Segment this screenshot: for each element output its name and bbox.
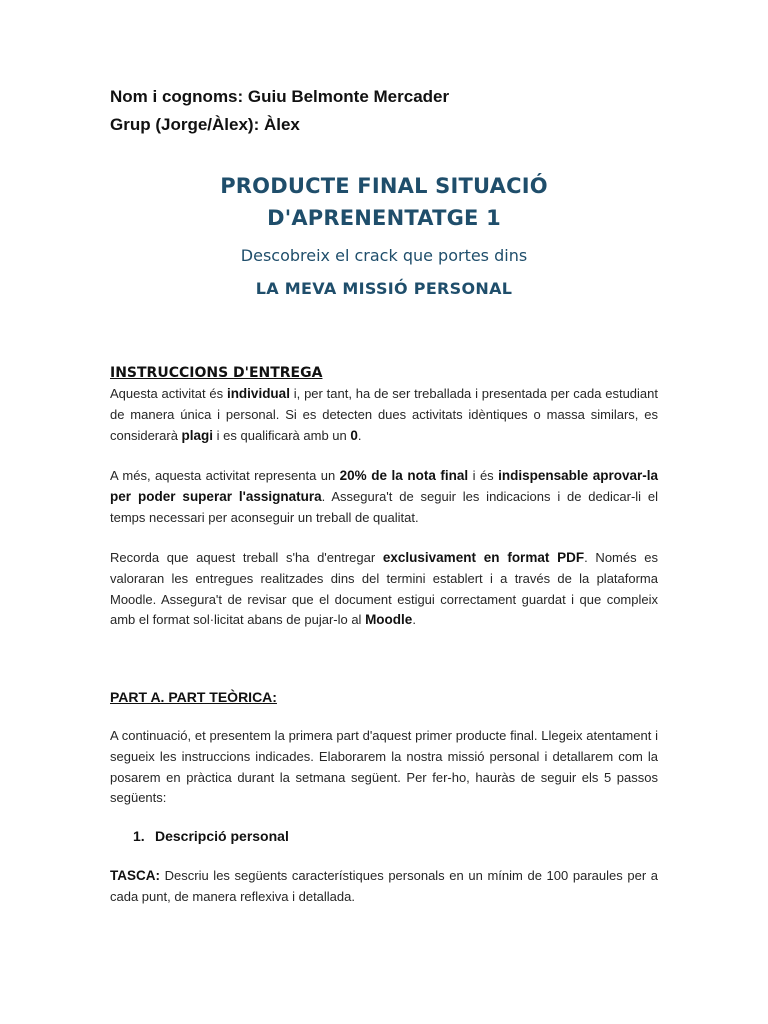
instructions-paragraph-2	[110, 466, 658, 528]
text-run: A més, aquesta activitat representa un	[110, 468, 340, 483]
bold-run: individual	[226, 386, 290, 401]
text-run: Aquesta activitat és	[110, 386, 227, 401]
task-label: TASCA:	[110, 868, 160, 883]
text-run: Recorda que aquest treball s'ha d'entregar	[110, 550, 383, 565]
bold-run: 0	[350, 427, 358, 443]
document-title-line-2: D'APRENENTATGE 1	[267, 206, 501, 230]
bold-run: 20% de la nota final	[339, 468, 469, 483]
part-a-heading: PART A. PART TEÒRICA:	[110, 689, 277, 705]
text-run: .	[412, 612, 416, 628]
bold-run: plagi	[181, 427, 214, 443]
text-run: i es qualificarà amb un	[213, 427, 351, 443]
numbered-item-1	[133, 828, 289, 844]
instructions-paragraph-3	[110, 548, 658, 631]
document-title-line-1: PRODUCTE FINAL SITUACIÓ	[220, 174, 548, 198]
group-line: Grup (Jorge/Àlex): Àlex	[110, 115, 300, 134]
list-item-label: Descripció personal	[155, 828, 289, 844]
instructions-heading: INSTRUCCIONS D'ENTREGA	[110, 365, 323, 381]
bold-run: indispensable aprovar-la per poder superar l'assignatura	[110, 468, 658, 504]
document-subtitle: Descobreix el crack que portes dins	[240, 246, 528, 265]
text-run: .	[357, 427, 362, 443]
mission-title: LA MEVA MISSIÓ PERSONAL	[255, 279, 513, 298]
task-text: Descriu les següents característiques personals en un mínim de 100 paraules per a cada punt, de manera reflexiva i detallada.	[110, 868, 658, 904]
text-run: . Només es valoraran les entregues realitzades dins del termini establert i a través de la plataforma Moodle. Assegura't de revisar que el document estigui correctament guardat i que compleix amb el format sol·licitat abans de pujar-lo al	[110, 550, 659, 628]
part-a-intro-paragraph: A continuació, et presentem la primera part d'aquest primer producte final. Llegeix atentament i segueix les instruccions indicades. Elaborarem la nostra missió personal i detallarem com la posarem en pràctica durant la setmana següent. Per fer-ho, hauràs de seguir els 5 passos següents:	[110, 728, 658, 806]
task-paragraph	[110, 866, 658, 908]
text-run: . Assegura't de seguir les indicacions i de dedicar-li el temps necessari per aconseguir un treball de qualitat.	[110, 488, 658, 525]
student-name-line: Nom i cognoms: Guiu Belmonte Mercader	[110, 87, 450, 106]
list-number: 1.	[133, 828, 145, 844]
text-run: i és	[468, 468, 499, 483]
text-run: i, per tant, ha de ser treballada i presentada per cada estudiant de manera única i personal. Si es detecten dues activitats idèntiques o massa similars, es considerarà	[110, 386, 658, 443]
bold-run: Moodle	[365, 612, 413, 628]
bold-run: exclusivament en format PDF	[382, 550, 585, 565]
instructions-paragraph-1	[110, 384, 658, 446]
